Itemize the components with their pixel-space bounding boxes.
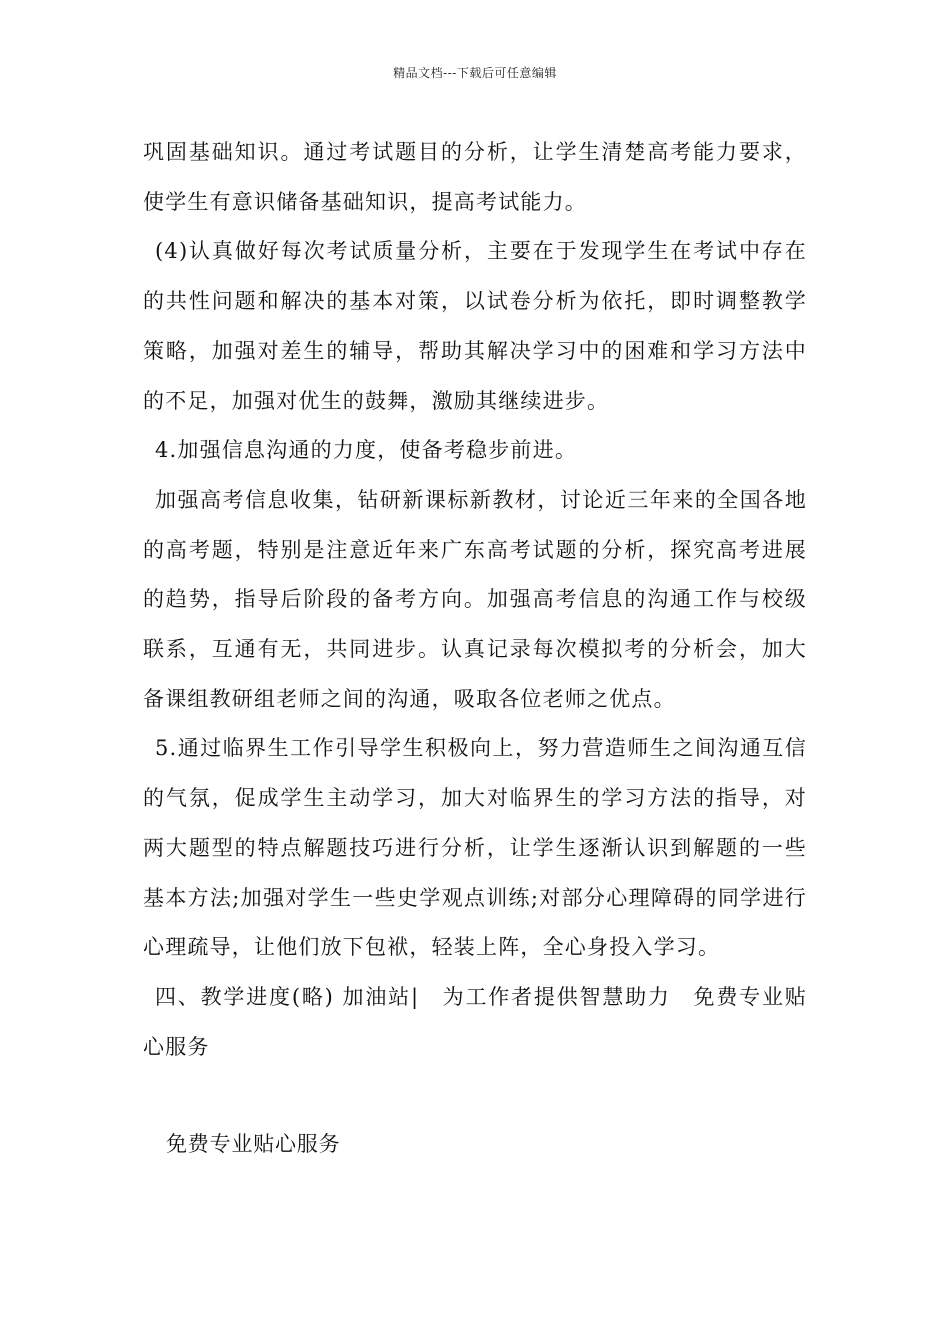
paragraph-consolidate-basics: 巩固基础知识。通过考试题目的分析，让学生清楚高考能力要求，使学生有意识储备基础知识，提高考试能力。 — [143, 140, 807, 214]
footer-slogan: 免费专业贴心服务 — [166, 1132, 341, 1156]
paragraph-teaching-progress: 四、教学进度(略) 加油站| 为工作者提供智慧助力 免费专业贴心服务 — [143, 984, 807, 1059]
paragraph-info-collection: 加强高考信息收集，钻研新课标新教材，讨论近三年来的全国各地的高考题，特别是注意近年来广东高考试题的分析，探究高考进展的趋势，指导后阶段的备考方向。加强高考信息的沟通工作与校级联系，互通有无，共同进步。认真记录每次模拟考的分析会，加大备课组教研组老师之间的沟通，吸取各位老师之优点。 — [143, 487, 807, 711]
paragraph-borderline-students: 5.通过临界生工作引导学生积极向上，努力营造师生之间沟通互信的气氛，促成学生主动学习，加大对临界生的学习方法的指导，对两大题型的特点解题技巧进行分析，让学生逐渐认识到解题的一些基本方法;加强对学生一些史学观点训练;对部分心理障碍的同学进行心理疏导，让他们放下包袱，轻装上阵，全心身投入学习。 — [143, 736, 807, 960]
paragraph-heading-info-communication: 4.加强信息沟通的力度，使备考稳步前进。 — [155, 438, 578, 463]
document-body — [143, 128, 807, 1072]
paragraph-exam-analysis: (4)认真做好每次考试质量分析，主要在于发现学生在考试中存在的共性问题和解决的基本对策，以试卷分析为依托，即时调整教学策略，加强对差生的辅导，帮助其解决学习中的困难和学习方法中的不足，加强对优生的鼓舞，激励其继续进步。 — [143, 239, 807, 413]
page-header: 精品文档---下载后可任意编辑 — [393, 66, 557, 80]
